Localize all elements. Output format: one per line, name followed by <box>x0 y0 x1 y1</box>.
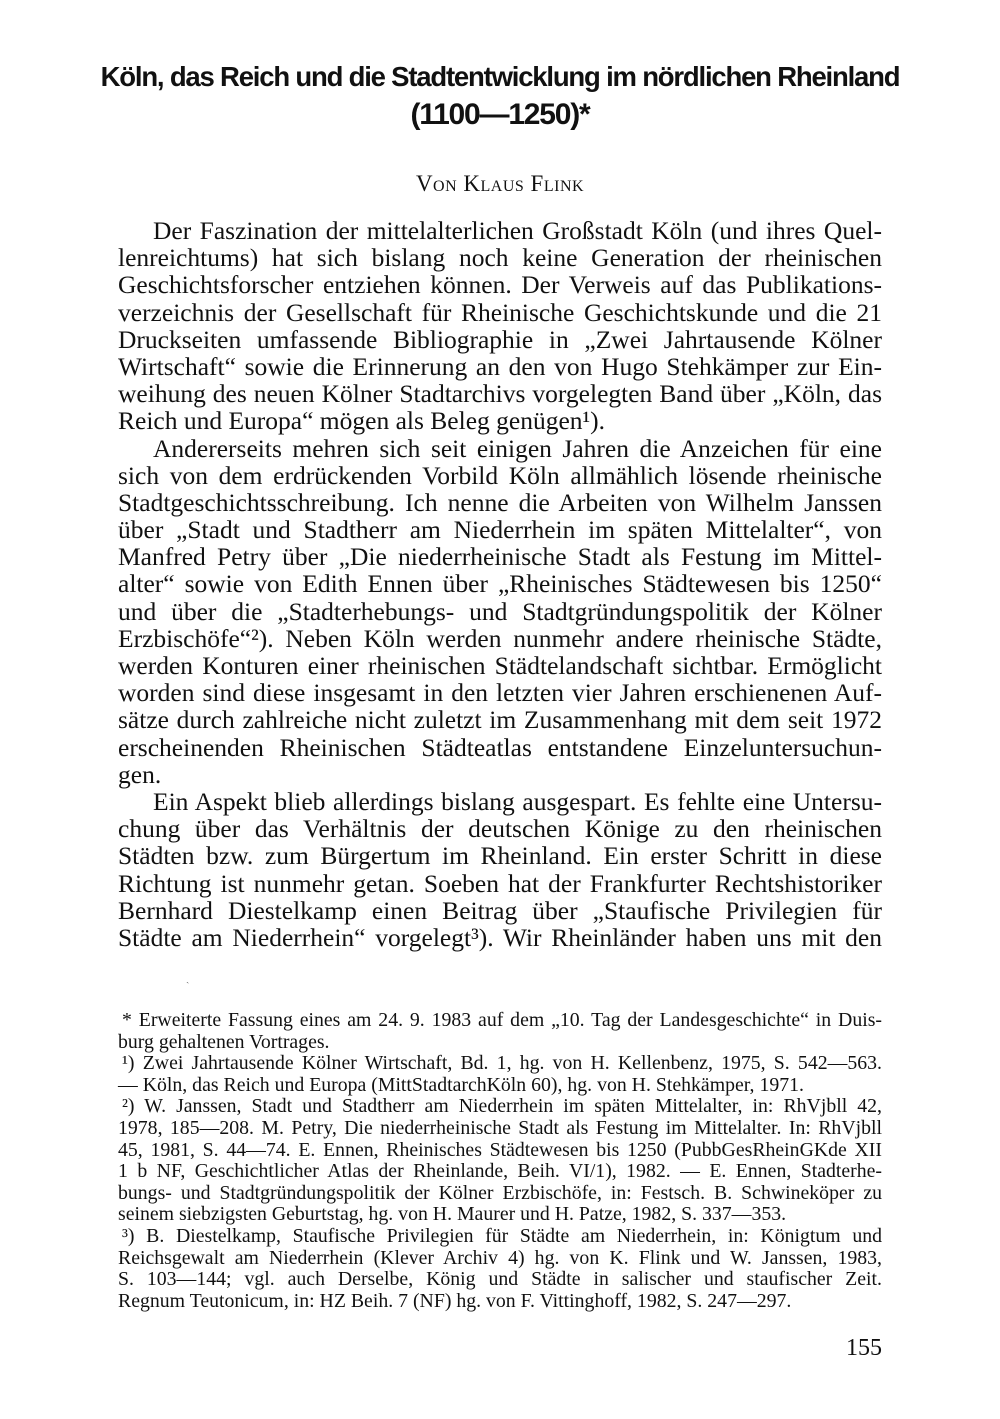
body-line: Stadtgeschichtsschreibung. Ich nenne die Arbeiten von Wilhelm Janssen <box>118 487 882 517</box>
footnote-line: bungs- und Stadtgründungspolitik der Kölner Erzbischöfe, in: Festsch. B. Schwineköper zu <box>118 1181 882 1204</box>
body-line: Erzbischöfe“²). Neben Köln werden nunmehr andere rheinische Städte, <box>118 623 882 653</box>
body-line: Wirtschaft“ sowie die Erinnerung an den von Hugo Stehkämper zur Ein- <box>118 351 882 381</box>
title-line-2: (1100—1250)* <box>410 98 590 131</box>
body-line: Ein Aspekt blieb allerdings bislang ausgespart. Es fehlte eine Untersu- <box>153 786 882 816</box>
footnote-line: * Erweiterte Fassung eines am 24. 9. 1983 auf dem „10. Tag der Landesgeschichte“ in Duis- <box>122 1009 882 1031</box>
body-line: und über die „Stadterhebungs- und Stadtgründungspolitik der Kölner <box>118 596 882 626</box>
body-line: Bernhard Diestelkamp einen Beitrag über „Staufische Privilegien für <box>118 895 882 925</box>
body-line: Manfred Petry über „Die niederrheinische Stadt als Festung im Mittel- <box>118 542 882 572</box>
footnote-line: Reichsgewalt am Niederrhein (Klever Archiv 4) hg. von K. Flink und W. Janssen, 1983, <box>118 1246 882 1269</box>
title-line-1: Köln, das Reich und die Stadtentwicklung im nördlichen Rheinland <box>100 61 900 92</box>
body-line: Der Faszination der mittelalterlichen Großstadt Köln (und ihres Quel- <box>153 216 882 245</box>
footnote-line: 45, 1981, S. 44—74. E. Ennen, Rheinisches Städtewesen bis 1250 (PubbGesRheinGKde XII <box>118 1138 882 1161</box>
footnote-line: ³) B. Diestelkamp, Staufische Privilegien für Städte am Niederrhein, in: Königtum und <box>122 1224 882 1247</box>
footnote-line: ¹) Zwei Jahrtausende Kölner Wirtschaft, Bd. 1, hg. von H. Kellenbenz, 1975, S. 542—563. <box>122 1052 882 1075</box>
body-line: verzeichnis der Gesellschaft für Rheinische Geschichtskunde und die 21 <box>118 297 882 327</box>
body-line: Städten bzw. zum Bürgertum im Rheinland. Ein erster Schritt in diese <box>118 841 882 871</box>
body-line: gen. <box>118 759 162 789</box>
stray-mark: ˏ <box>186 973 190 984</box>
body-line: weihung des neuen Kölner Stadtarchivs vorgelegten Band über „Köln, das <box>118 379 882 409</box>
footnote-line: ²) W. Janssen, Stadt und Stadtherr am Niederrhein im späten Mittelalter, in: RhVjbll 42, <box>122 1095 882 1118</box>
body-line: Geschichtsforscher entziehen können. Der Verweis auf das Publikations- <box>118 270 882 300</box>
page-number: 155 <box>846 1335 882 1361</box>
body-line: über „Stadt und Stadtherr am Niederrhein im späten Mittelalter“, von <box>118 515 882 545</box>
body-line: Reich und Europa“ mögen als Beleg genügen¹). <box>118 406 606 436</box>
body-line: Städte am Niederrhein“ vorgelegt³). Wir Rheinländer haben uns mit den <box>118 922 882 952</box>
footnote-line: 1978, 185—208. M. Petry, Die niederrheinische Stadt als Festung im Mittelalter. In: RhVjbll <box>118 1116 882 1139</box>
footnote-line: seinem siebzigsten Geburtstag, hg. von H. Maurer und H. Patze, 1982, S. 337—353. <box>118 1203 787 1226</box>
body-line: werden Konturen einer rheinischen Städtelandschaft sichtbar. Ermöglicht <box>118 651 882 680</box>
footnote-line: S. 103—144; vgl. auch Derselbe, König und Städte in salischer und staufischer Zeit. <box>118 1268 882 1291</box>
author-byline: Von Klaus Flink <box>415 171 585 196</box>
footnote-line: Regnum Teutonicum, in: HZ Beih. 7 (NF) hg. von F. Vittinghoff, 1982, S. 247—297. <box>118 1289 792 1312</box>
body-line: worden sind diese insgesamt in den letzten vier Jahren erschienenen Auf- <box>118 678 882 708</box>
body-line: alter“ sowie von Edith Ennen über „Rheinisches Städtewesen bis 1250“ <box>118 569 882 599</box>
footnotes <box>118 1010 882 1312</box>
body-line: chung über das Verhältnis der deutschen Könige zu den rheinischen <box>118 814 882 844</box>
footnote-line: burg gehaltenen Vortrages. <box>118 1030 330 1053</box>
body-line: Richtung ist nunmehr getan. Soeben hat der Frankfurter Rechtshistoriker <box>118 868 882 898</box>
body-line: sätze durch zahlreiche nicht zuletzt im Zusammenhang mit dem seit 1972 <box>118 705 882 735</box>
body-line: erscheinenden Rheinischen Städteatlas entstandene Einzeluntersuchun- <box>118 732 882 762</box>
body-line: sich von dem erdrückenden Vorbild Köln allmählich lösende rheinische <box>118 460 882 490</box>
footnote-line: — Köln, das Reich und Europa (MittStadtarchKöln 60), hg. von H. Stehkämper, 1971. <box>118 1073 804 1096</box>
body-line: lenreichtums) hat sich bislang noch keine Generation der rheinischen <box>118 243 882 273</box>
body-line: Andererseits mehren sich seit einigen Jahren die Anzeichen für eine <box>153 433 882 463</box>
body-line: Druckseiten umfassende Bibliographie in „Zwei Jahrtausende Kölner <box>118 324 882 354</box>
body-text <box>118 217 882 951</box>
article-title <box>100 58 900 134</box>
footnote-line: 1 b NF, Geschichtlicher Atlas der Rheinlande, Beih. VI/1), 1982. — E. Ennen, Stadterhe- <box>118 1160 882 1183</box>
